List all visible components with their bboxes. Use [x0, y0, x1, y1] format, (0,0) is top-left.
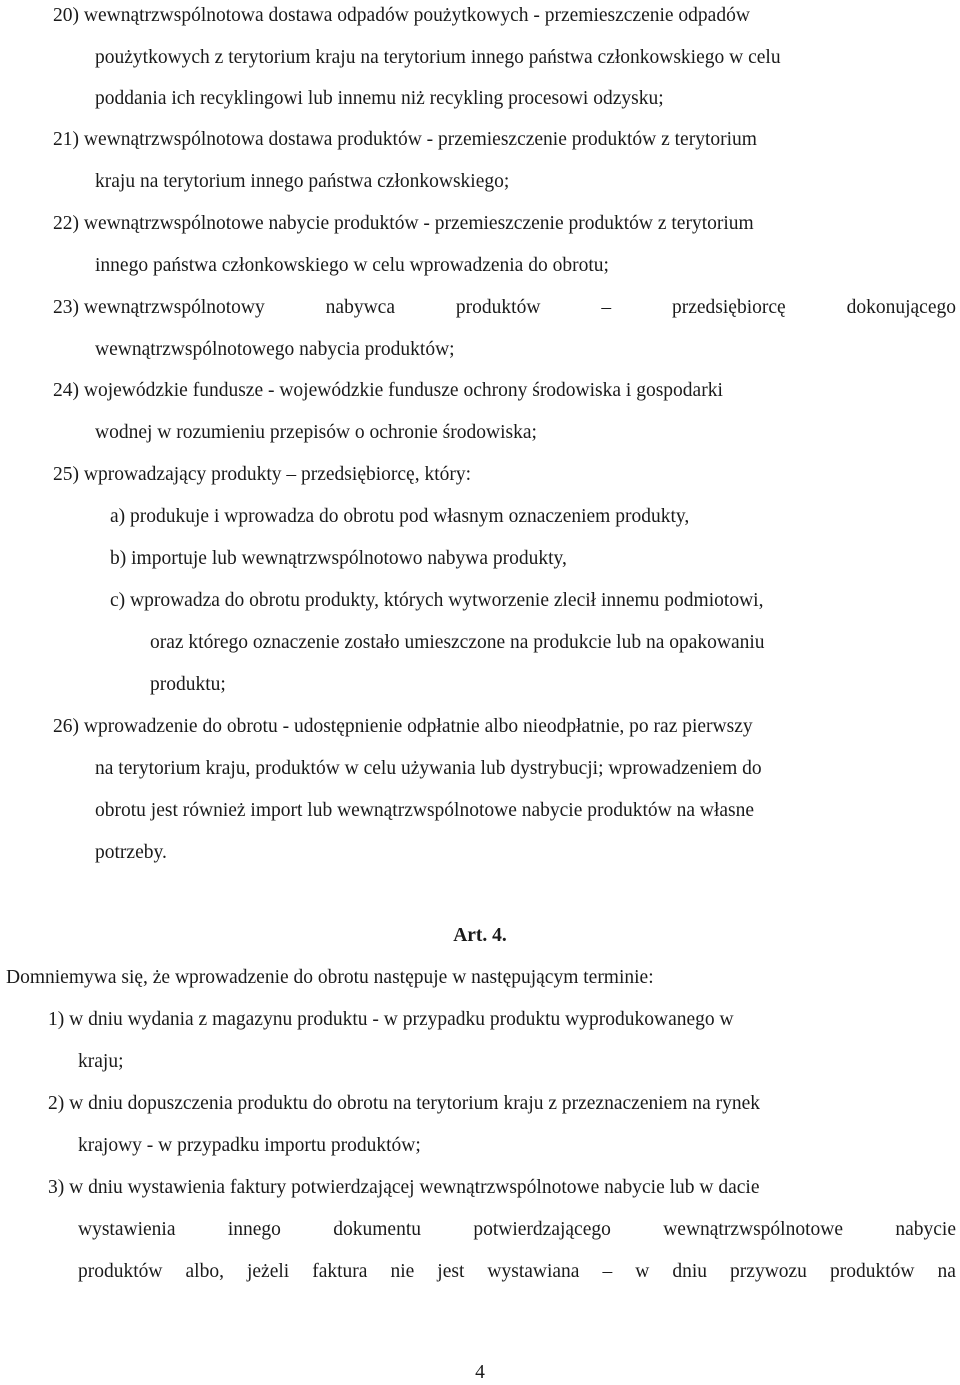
def-20-line-1: 20) wewnątrzwspólnotowa dostawa odpadów poużytkowych - przemieszczenie odpadów — [53, 5, 750, 26]
article-point-2-line-1: 2) w dniu dopuszczenia produktu do obrotu na terytorium kraju z przeznaczeniem na rynek — [48, 1093, 761, 1114]
word: na — [937, 1261, 956, 1282]
article-point-2-line-2: krajowy - w przypadku importu produktów; — [78, 1135, 421, 1156]
word: nabywca — [325, 297, 395, 318]
word: wewnątrzwspólnotowe — [663, 1219, 843, 1240]
def-26-line-3: obrotu jest również import lub wewnątrzwspólnotowe nabycie produktów na własne — [95, 800, 755, 821]
def-21-line-1: 21) wewnątrzwspólnotowa dostawa produktów - przemieszczenie produktów z terytorium — [53, 129, 757, 150]
def-25-line-1: 25) wprowadzający produkty – przedsiębiorcę, który: — [53, 464, 472, 485]
word: produktów — [829, 1261, 915, 1282]
article-point-3-line-3 — [78, 1260, 956, 1284]
def-25-item-c-line-1: c) wprowadza do obrotu produkty, których wytworzenie zlecił innemu podmiotowi, — [110, 590, 764, 611]
def-23-line-2: wewnątrzwspólnotowego nabycia produktów; — [95, 339, 455, 360]
word: przedsiębiorcę — [672, 297, 786, 318]
def-26-line-2: na terytorium kraju, produktów w celu używania lub dystrybucji; wprowadzeniem do — [95, 758, 762, 779]
def-25-item-c-line-2: oraz którego oznaczenie zostało umieszczone na produkcie lub na opakowaniu — [150, 632, 765, 653]
word: nabycie — [895, 1219, 956, 1240]
def-25-item-b: b) importuje lub wewnątrzwspólnotowo nabywa produkty, — [110, 548, 567, 569]
def-22-line-1: 22) wewnątrzwspólnotowe nabycie produktów - przemieszczenie produktów z terytorium — [53, 213, 754, 234]
article-point-1-line-2: kraju; — [78, 1051, 124, 1072]
word: albo, — [185, 1261, 224, 1282]
def-24-line-2: wodnej w rozumieniu przepisów o ochronie środowiska; — [95, 422, 537, 443]
def-23-line-1 — [53, 296, 956, 320]
word: dniu — [672, 1261, 708, 1282]
def-24-line-1: 24) wojewódzkie fundusze - wojewódzkie fundusze ochrony środowiska i gospodarki — [53, 380, 723, 401]
word: w — [635, 1261, 650, 1282]
article-point-3-line-1: 3) w dniu wystawienia faktury potwierdzającej wewnątrzwspólnotowe nabycie lub w dacie — [48, 1177, 760, 1198]
def-25-item-c-line-3: produktu; — [150, 674, 226, 695]
word: 23) wewnątrzwspólnotowy — [53, 297, 265, 318]
word: – — [601, 297, 612, 318]
def-26-line-4: potrzeby. — [95, 842, 167, 863]
def-20-line-2: poużytkowych z terytorium kraju na terytorium innego państwa członkowskiego w celu — [95, 47, 781, 68]
word: potwierdzającego — [473, 1219, 611, 1240]
word: jeżeli — [246, 1261, 290, 1282]
def-22-line-2: innego państwa członkowskiego w celu wprowadzenia do obrotu; — [95, 255, 609, 276]
word: dokumentu — [333, 1219, 421, 1240]
def-25-item-a: a) produkuje i wprowadza do obrotu pod własnym oznaczeniem produkty, — [110, 506, 690, 527]
word: przywozu — [730, 1261, 807, 1282]
article-point-1-line-1: 1) w dniu wydania z magazynu produktu - w przypadku produktu wyprodukowanego w — [48, 1009, 734, 1030]
word: wystawienia — [78, 1219, 176, 1240]
word: wystawiana — [487, 1261, 580, 1282]
word: produktów — [78, 1261, 163, 1282]
word: nie — [390, 1261, 415, 1282]
word: faktura — [312, 1261, 368, 1282]
word: dokonującego — [846, 297, 956, 318]
article-point-3-line-2 — [78, 1218, 956, 1242]
word: produktów — [455, 297, 541, 318]
word: innego — [227, 1219, 281, 1240]
page-number: 4 — [475, 1362, 485, 1383]
def-20-line-3: poddania ich recyklingowi lub innemu niż recykling procesowi odzysku; — [95, 88, 664, 109]
def-26-line-1: 26) wprowadzenie do obrotu - udostępnienie odpłatnie albo nieodpłatnie, po raz pierwszy — [53, 716, 753, 737]
word: jest — [437, 1261, 465, 1282]
def-21-line-2: kraju na terytorium innego państwa członkowskiego; — [95, 171, 510, 192]
article-intro: Domniemywa się, że wprowadzenie do obrotu następuje w następującym terminie: — [6, 967, 654, 988]
article-title: Art. 4. — [453, 925, 507, 946]
word: – — [602, 1261, 613, 1282]
